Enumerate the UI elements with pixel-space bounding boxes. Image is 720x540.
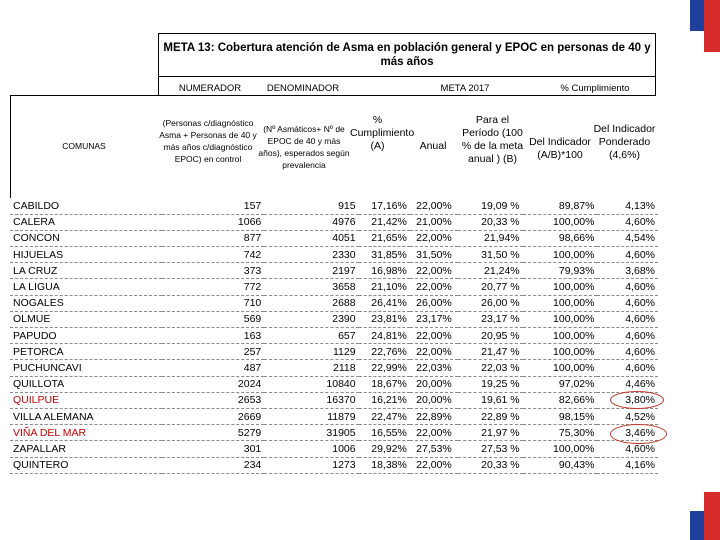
highlight-circle xyxy=(610,424,667,444)
header-denominador-desc: (Nº Asmáticos+ Nº de EPOC de 40 y más años), esperados según prevalencia xyxy=(258,124,350,170)
header-divider xyxy=(10,95,158,96)
cell-meta-periodo: 21,24% xyxy=(458,263,523,279)
cell-numerador: 157 xyxy=(162,198,265,214)
cell-ponderado: 4,60% xyxy=(597,360,658,376)
cell-denominador: 2197 xyxy=(264,263,358,279)
cell-ponderado: 4,52% xyxy=(597,408,658,424)
cell-ponderado: 4,60% xyxy=(597,441,658,457)
cell-denominador: 2330 xyxy=(264,247,358,263)
cell-comuna: VILLA ALEMANA xyxy=(10,408,162,424)
header-ponderado: Del Indicador Ponderado (4,6%) xyxy=(593,123,656,161)
cell-ponderado: 3,68% xyxy=(597,263,658,279)
cell-numerador: 710 xyxy=(162,295,265,311)
cell-indicador: 100,00% xyxy=(523,214,598,230)
cell-comuna: NOGALES xyxy=(10,295,162,311)
table-row xyxy=(10,328,658,344)
cell-ponderado: 4,54% xyxy=(597,230,658,246)
cell-denominador: 4051 xyxy=(264,230,358,246)
cell-meta-periodo: 20,33 % xyxy=(458,214,523,230)
cell-comuna: LA CRUZ xyxy=(10,263,162,279)
cell-comuna: ZAPALLAR xyxy=(10,441,162,457)
cell-pct-cumplimiento: 26,41% xyxy=(359,295,410,311)
cell-meta-anual: 22,00% xyxy=(410,328,458,344)
cell-meta-anual: 22,00% xyxy=(410,263,458,279)
cell-comuna: PETORCA xyxy=(10,344,162,360)
cell-ponderado: 3,46% xyxy=(597,425,658,441)
cell-numerador: 2653 xyxy=(162,392,265,408)
cell-pct-cumplimiento: 21,65% xyxy=(359,230,410,246)
cell-meta-periodo: 21,94% xyxy=(458,230,523,246)
cell-indicador: 100,00% xyxy=(523,247,598,263)
cell-comuna: PUCHUNCAVI xyxy=(10,360,162,376)
table-row xyxy=(10,230,658,246)
cell-meta-periodo: 22,03 % xyxy=(458,360,523,376)
cell-denominador: 1129 xyxy=(264,344,358,360)
cell-meta-anual: 26,00% xyxy=(410,295,458,311)
cell-pct-cumplimiento: 22,99% xyxy=(359,360,410,376)
cell-numerador: 163 xyxy=(162,328,265,344)
cell-numerador: 373 xyxy=(162,263,265,279)
header-periodo: Para el Período (100 % de la meta anual ) (B) xyxy=(461,114,524,165)
cell-ponderado: 4,60% xyxy=(597,279,658,295)
cell-ponderado: 4,60% xyxy=(597,344,658,360)
cell-ponderado: 4,60% xyxy=(597,311,658,327)
table-row xyxy=(10,376,658,392)
cell-meta-periodo: 20,95 % xyxy=(458,328,523,344)
cell-comuna: PAPUDO xyxy=(10,328,162,344)
table-row xyxy=(10,344,658,360)
cell-comuna: LA LIGUA xyxy=(10,279,162,295)
header-numerador: NUMERADOR xyxy=(178,83,242,94)
cell-meta-anual: 20,00% xyxy=(410,376,458,392)
table-row xyxy=(10,392,658,408)
cell-pct-cumplimiento: 17,16% xyxy=(359,198,410,214)
flag-decoration-top xyxy=(690,0,720,52)
cell-denominador: 2118 xyxy=(264,360,358,376)
cell-denominador: 10840 xyxy=(264,376,358,392)
cell-denominador: 657 xyxy=(264,328,358,344)
cell-pct-cumplimiento: 24,81% xyxy=(359,328,410,344)
cell-meta-anual: 22,00% xyxy=(410,198,458,214)
table-row xyxy=(10,408,658,424)
cell-denominador: 3658 xyxy=(264,279,358,295)
table-row xyxy=(10,214,658,230)
cell-pct-cumplimiento: 22,76% xyxy=(359,344,410,360)
cell-meta-anual: 27,53% xyxy=(410,441,458,457)
cell-meta-periodo: 31,50 % xyxy=(458,247,523,263)
header-denominador: DENOMINADOR xyxy=(266,83,340,94)
cell-indicador: 100,00% xyxy=(523,328,598,344)
cell-indicador: 90,43% xyxy=(523,457,598,473)
header-divider xyxy=(158,95,656,96)
cell-comuna: CABILDO xyxy=(10,198,162,214)
cell-numerador: 2669 xyxy=(162,408,265,424)
cell-meta-anual: 22,00% xyxy=(410,425,458,441)
cell-denominador: 11879 xyxy=(264,408,358,424)
cell-denominador: 16370 xyxy=(264,392,358,408)
cell-ponderado: 3,80% xyxy=(597,392,658,408)
table-row xyxy=(10,360,658,376)
cell-indicador: 82,66% xyxy=(523,392,598,408)
cell-pct-cumplimiento: 21,10% xyxy=(359,279,410,295)
cell-denominador: 915 xyxy=(264,198,358,214)
cell-indicador: 98,66% xyxy=(523,230,598,246)
cell-pct-cumplimiento: 22,47% xyxy=(359,408,410,424)
cell-numerador: 877 xyxy=(162,230,265,246)
coverage-table xyxy=(10,198,658,474)
cell-numerador: 772 xyxy=(162,279,265,295)
cell-denominador: 1006 xyxy=(264,441,358,457)
cell-indicador: 89,87% xyxy=(523,198,598,214)
cell-meta-anual: 22,00% xyxy=(410,279,458,295)
cell-numerador: 234 xyxy=(162,457,265,473)
header-anual: Anual xyxy=(419,140,447,152)
cell-comuna: VIÑA DEL MAR xyxy=(10,425,162,441)
cell-indicador: 100,00% xyxy=(523,311,598,327)
table-row xyxy=(10,279,658,295)
cell-indicador: 97,02% xyxy=(523,376,598,392)
cell-pct-cumplimiento: 16,98% xyxy=(359,263,410,279)
header-numerador-desc: (Personas c/diagnóstico Asma + Personas de 40 y más años c/diagnóstico EPOC) en control xyxy=(159,118,257,164)
cell-meta-anual: 21,00% xyxy=(410,214,458,230)
cell-meta-periodo: 19,61 % xyxy=(458,392,523,408)
header-comunas: COMUNAS xyxy=(62,141,106,151)
flag-decoration-bottom xyxy=(690,492,720,540)
cell-numerador: 569 xyxy=(162,311,265,327)
cell-meta-periodo: 20,77 % xyxy=(458,279,523,295)
page-title: META 13: Cobertura atención de Asma en población general y EPOC en personas de 40 y más años xyxy=(158,33,656,77)
cell-pct-cumplimiento: 18,38% xyxy=(359,457,410,473)
cell-pct-cumplimiento: 23,81% xyxy=(359,311,410,327)
cell-ponderado: 4,16% xyxy=(597,457,658,473)
cell-pct-cumplimiento: 31,85% xyxy=(359,247,410,263)
cell-indicador: 100,00% xyxy=(523,441,598,457)
cell-pct-cumplimiento: 21,42% xyxy=(359,214,410,230)
cell-comuna: QUILLOTA xyxy=(10,376,162,392)
cell-denominador: 2688 xyxy=(264,295,358,311)
cell-ponderado: 4,60% xyxy=(597,295,658,311)
cell-meta-periodo: 27,53 % xyxy=(458,441,523,457)
cell-numerador: 257 xyxy=(162,344,265,360)
cell-numerador: 742 xyxy=(162,247,265,263)
cell-meta-anual: 22,00% xyxy=(410,230,458,246)
cell-indicador: 98,15% xyxy=(523,408,598,424)
cell-denominador: 1273 xyxy=(264,457,358,473)
cell-ponderado: 4,60% xyxy=(597,214,658,230)
cell-indicador: 100,00% xyxy=(523,344,598,360)
cell-meta-periodo: 26,00 % xyxy=(458,295,523,311)
cell-pct-cumplimiento: 16,21% xyxy=(359,392,410,408)
cell-comuna: QUINTERO xyxy=(10,457,162,473)
cell-meta-periodo: 20,33 % xyxy=(458,457,523,473)
cell-meta-anual: 22,89% xyxy=(410,408,458,424)
cell-pct-cumplimiento: 29,92% xyxy=(359,441,410,457)
cell-meta-periodo: 19,25 % xyxy=(458,376,523,392)
cell-meta-anual: 20,00% xyxy=(410,392,458,408)
cell-numerador: 1066 xyxy=(162,214,265,230)
cell-meta-anual: 31,50% xyxy=(410,247,458,263)
cell-indicador: 79,93% xyxy=(523,263,598,279)
header-pct-cumplimiento: % Cumplimiento (A) xyxy=(350,114,415,152)
cell-meta-anual: 22,03% xyxy=(410,360,458,376)
header-divider xyxy=(655,77,656,95)
cell-meta-periodo: 21,97 % xyxy=(458,425,523,441)
cell-denominador: 31905 xyxy=(264,425,358,441)
cell-numerador: 2024 xyxy=(162,376,265,392)
cell-comuna: OLMUE xyxy=(10,311,162,327)
header-meta-2017: META 2017 xyxy=(440,83,490,94)
cell-meta-anual: 22,00% xyxy=(410,344,458,360)
cell-ponderado: 4,60% xyxy=(597,247,658,263)
table-row xyxy=(10,457,658,473)
table-row xyxy=(10,311,658,327)
cell-pct-cumplimiento: 18,67% xyxy=(359,376,410,392)
cell-meta-periodo: 21,47 % xyxy=(458,344,523,360)
header-del-indicador: Del Indicador (A/B)*100 xyxy=(529,136,591,161)
cell-meta-periodo: 23,17 % xyxy=(458,311,523,327)
table-row xyxy=(10,263,658,279)
cell-comuna: CONCON xyxy=(10,230,162,246)
cell-meta-anual: 22,00% xyxy=(410,457,458,473)
cell-ponderado: 4,46% xyxy=(597,376,658,392)
cell-comuna: QUILPUE xyxy=(10,392,162,408)
highlight-circle xyxy=(610,391,664,409)
cell-meta-anual: 23,17% xyxy=(410,311,458,327)
header-divider xyxy=(158,77,159,95)
cell-denominador: 4976 xyxy=(264,214,358,230)
cell-indicador: 75,30% xyxy=(523,425,598,441)
cell-numerador: 5279 xyxy=(162,425,265,441)
cell-indicador: 100,00% xyxy=(523,279,598,295)
table-row xyxy=(10,425,658,441)
cell-ponderado: 4,60% xyxy=(597,328,658,344)
table-row xyxy=(10,198,658,214)
table-row xyxy=(10,247,658,263)
header-cumplimiento: % Cumplimiento xyxy=(560,83,630,94)
cell-comuna: HIJUELAS xyxy=(10,247,162,263)
cell-numerador: 487 xyxy=(162,360,265,376)
cell-numerador: 301 xyxy=(162,441,265,457)
cell-meta-periodo: 22,89 % xyxy=(458,408,523,424)
cell-meta-periodo: 19,09 % xyxy=(458,198,523,214)
cell-ponderado: 4,13% xyxy=(597,198,658,214)
cell-indicador: 100,00% xyxy=(523,295,598,311)
table-row xyxy=(10,441,658,457)
cell-denominador: 2390 xyxy=(264,311,358,327)
table-row xyxy=(10,295,658,311)
cell-comuna: CALERA xyxy=(10,214,162,230)
cell-indicador: 100,00% xyxy=(523,360,598,376)
cell-pct-cumplimiento: 16,55% xyxy=(359,425,410,441)
